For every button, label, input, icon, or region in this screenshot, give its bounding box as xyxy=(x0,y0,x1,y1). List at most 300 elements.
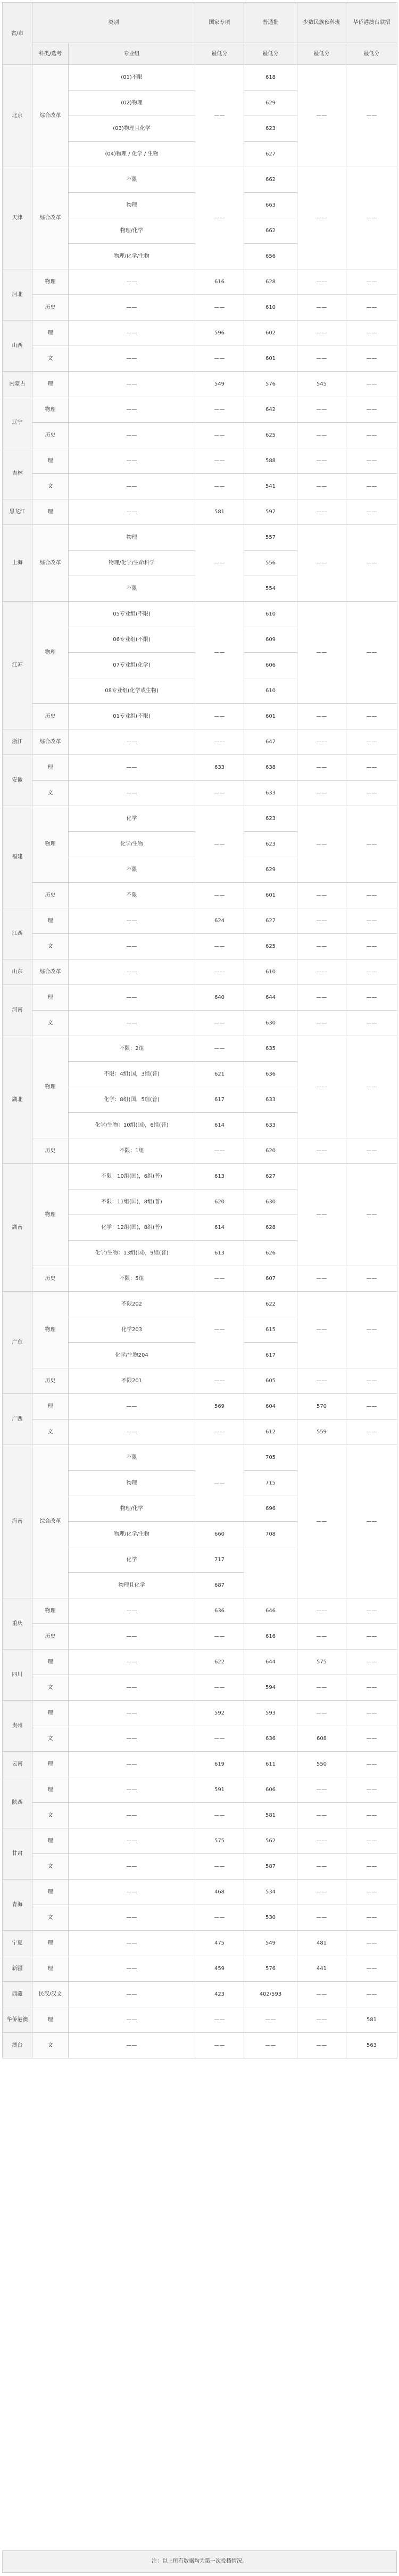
hmtc-score-cell: —— xyxy=(346,1292,397,1368)
province-cell: 天津 xyxy=(3,167,32,269)
header-province: 省/市 xyxy=(3,3,32,65)
ordinary-score-cell: 663 xyxy=(244,193,297,218)
minority-score-cell: —— xyxy=(297,1880,346,1905)
major-group-cell: —— xyxy=(69,1011,195,1036)
table-row xyxy=(3,423,397,448)
minority-score-cell: —— xyxy=(297,908,346,934)
subject-cell: 理 xyxy=(32,1701,69,1726)
subject-cell: 历史 xyxy=(32,1624,69,1650)
table-row xyxy=(3,602,397,627)
minority-score-cell: —— xyxy=(297,602,346,704)
ordinary-score-cell: 717 xyxy=(195,1547,244,1573)
national-score-cell: 620 xyxy=(195,1189,244,1215)
subject-cell: 历史 xyxy=(32,1368,69,1394)
national-score-cell: —— xyxy=(195,474,244,499)
minority-score-cell: 559 xyxy=(297,1420,346,1445)
ordinary-score-cell: 662 xyxy=(244,167,297,193)
subject-cell: 文 xyxy=(32,1905,69,1931)
subject-cell: 理 xyxy=(32,1777,69,1803)
header-min-score-hmtc: 最低分 xyxy=(346,43,397,65)
ordinary-score-cell: 606 xyxy=(244,653,297,678)
national-score-cell: —— xyxy=(195,295,244,321)
ordinary-score-cell: 597 xyxy=(244,499,297,525)
minority-score-cell: —— xyxy=(297,525,346,602)
ordinary-score-cell: 623 xyxy=(244,832,297,857)
ordinary-score-cell: 642 xyxy=(244,397,297,423)
table-row xyxy=(3,1956,397,1982)
major-group-cell: —— xyxy=(69,1777,195,1803)
table-row xyxy=(3,729,397,755)
major-group-cell: 化学/生物：10组(国)，6组(普) xyxy=(69,1113,195,1138)
ordinary-score-cell: 647 xyxy=(244,729,297,755)
major-group-cell: —— xyxy=(69,1420,195,1445)
major-group-cell: —— xyxy=(69,1956,195,1982)
hmtc-score-cell: —— xyxy=(346,1905,397,1931)
header-national: 国家专项 xyxy=(195,3,244,43)
ordinary-score-cell: 625 xyxy=(244,423,297,448)
national-score-cell: 660 xyxy=(195,1522,244,1547)
subject-cell: 理 xyxy=(32,448,69,474)
hmtc-score-cell: —— xyxy=(346,269,397,295)
ordinary-score-cell: 610 xyxy=(244,959,297,985)
table-row xyxy=(3,985,397,1011)
subject-cell: 物理 xyxy=(32,1598,69,1624)
major-group-cell: —— xyxy=(69,2007,195,2033)
national-score-cell: 468 xyxy=(195,1880,244,1905)
hmtc-score-cell: —— xyxy=(346,423,397,448)
subject-cell: 物理 xyxy=(32,1036,69,1138)
major-group-cell: —— xyxy=(69,1675,195,1701)
ordinary-score-cell: 696 xyxy=(244,1496,297,1522)
table-row xyxy=(3,1164,397,1189)
minority-score-cell: —— xyxy=(297,959,346,985)
major-group-cell: —— xyxy=(69,908,195,934)
ordinary-score-cell: 622 xyxy=(244,1292,297,1317)
major-group-cell: 08专业组(化学或生物) xyxy=(69,678,195,704)
province-cell: 安徽 xyxy=(3,755,32,806)
minority-score-cell: —— xyxy=(297,2033,346,2058)
national-score-cell: —— xyxy=(195,704,244,729)
table-row xyxy=(3,499,397,525)
minority-score-cell: —— xyxy=(297,2007,346,2033)
subject-cell: 历史 xyxy=(32,423,69,448)
hmtc-score-cell: —— xyxy=(346,883,397,908)
ordinary-score-cell: 594 xyxy=(244,1675,297,1701)
ordinary-score-cell: —— xyxy=(244,2033,297,2058)
table-row xyxy=(3,1828,397,1854)
hmtc-score-cell: —— xyxy=(346,985,397,1011)
major-group-cell: —— xyxy=(69,985,195,1011)
ordinary-score-cell: 562 xyxy=(244,1828,297,1854)
major-group-cell: 不限：11组(国)，8组(普) xyxy=(69,1189,195,1215)
subject-cell: 文 xyxy=(32,2033,69,2058)
national-score-cell: —— xyxy=(195,525,244,602)
province-cell: 宁夏 xyxy=(3,1931,32,1956)
subject-cell: 理 xyxy=(32,372,69,397)
ordinary-score-cell: 601 xyxy=(244,883,297,908)
ordinary-score-cell: 715 xyxy=(244,1471,297,1496)
national-score-cell: —— xyxy=(195,1138,244,1164)
major-group-cell: —— xyxy=(69,1931,195,1956)
ordinary-score-cell: 687 xyxy=(195,1573,244,1598)
minority-score-cell: —— xyxy=(297,806,346,883)
subject-cell: 理 xyxy=(32,1650,69,1675)
table-row xyxy=(3,1982,397,2007)
minority-score-cell: —— xyxy=(297,397,346,423)
national-score-cell: —— xyxy=(195,959,244,985)
major-group-cell: 物理/化学 xyxy=(69,218,195,244)
national-score-cell: 624 xyxy=(195,908,244,934)
table-row xyxy=(3,1011,397,1036)
subject-cell: 理 xyxy=(32,1880,69,1905)
minority-score-cell: —— xyxy=(297,321,346,346)
ordinary-score-cell: 644 xyxy=(244,985,297,1011)
national-score-cell: 569 xyxy=(195,1394,244,1420)
province-cell: 华侨港澳 xyxy=(3,2007,32,2033)
province-cell: 江苏 xyxy=(3,602,32,729)
minority-score-cell: —— xyxy=(297,167,346,269)
hmtc-score-cell: —— xyxy=(346,1036,397,1138)
province-cell: 北京 xyxy=(3,65,32,167)
minority-score-cell: —— xyxy=(297,1138,346,1164)
province-cell: 甘肃 xyxy=(3,1828,32,1880)
ordinary-score-cell: 612 xyxy=(244,1420,297,1445)
subject-cell: 文 xyxy=(32,1011,69,1036)
ordinary-score-cell: 616 xyxy=(244,1624,297,1650)
subject-cell: 文 xyxy=(32,1726,69,1752)
minority-score-cell: —— xyxy=(297,755,346,781)
hmtc-score-cell: —— xyxy=(346,1726,397,1752)
major-group-cell: —— xyxy=(69,295,195,321)
national-score-cell: 614 xyxy=(195,1113,244,1138)
province-cell: 上海 xyxy=(3,525,32,602)
major-group-cell: —— xyxy=(69,1394,195,1420)
major-group-cell: —— xyxy=(69,423,195,448)
major-group-cell: —— xyxy=(69,499,195,525)
hmtc-score-cell: —— xyxy=(346,959,397,985)
table-row xyxy=(3,167,397,193)
table-row xyxy=(3,1598,397,1624)
hmtc-score-cell: —— xyxy=(346,1445,397,1598)
national-score-cell: —— xyxy=(195,1011,244,1036)
table-row xyxy=(3,1445,397,1471)
hmtc-score-cell: —— xyxy=(346,1650,397,1675)
national-score-cell: 621 xyxy=(195,1062,244,1087)
ordinary-score-cell: 615 xyxy=(244,1317,297,1343)
table-row xyxy=(3,1854,397,1880)
national-score-cell: 614 xyxy=(195,1215,244,1241)
hmtc-score-cell: —— xyxy=(346,1624,397,1650)
major-group-cell: 物理/化学 xyxy=(69,1496,195,1522)
subject-cell: 物理 xyxy=(32,1164,69,1266)
table-row xyxy=(3,525,397,551)
minority-score-cell: —— xyxy=(297,448,346,474)
minority-score-cell: —— xyxy=(297,1854,346,1880)
subject-cell: 综合改革 xyxy=(32,525,69,602)
major-group-cell: 物理 xyxy=(69,193,195,218)
subject-cell: 理 xyxy=(32,1394,69,1420)
table-row xyxy=(3,65,397,91)
header-subject: 科类/选考 xyxy=(32,43,69,65)
province-cell: 福建 xyxy=(3,806,32,908)
subject-cell: 理 xyxy=(32,908,69,934)
ordinary-score-cell: 534 xyxy=(244,1880,297,1905)
hmtc-score-cell: —— xyxy=(346,1880,397,1905)
header-ordinary: 普通批 xyxy=(244,3,297,43)
ordinary-score-cell: 626 xyxy=(244,1241,297,1266)
major-group-cell: —— xyxy=(69,781,195,806)
hmtc-score-cell: —— xyxy=(346,1164,397,1266)
subject-cell: 理 xyxy=(32,985,69,1011)
ordinary-score-cell: 705 xyxy=(244,1445,297,1471)
subject-cell: 文 xyxy=(32,1675,69,1701)
ordinary-score-cell: 628 xyxy=(244,269,297,295)
table-row xyxy=(3,346,397,372)
major-group-cell: 不限 xyxy=(69,883,195,908)
province-cell: 浙江 xyxy=(3,729,32,755)
table-row xyxy=(3,2033,397,2058)
subject-cell: 理 xyxy=(32,321,69,346)
ordinary-score-cell: 402/593 xyxy=(244,1982,297,2007)
ordinary-score-cell: 633 xyxy=(244,1113,297,1138)
table-row xyxy=(3,1701,397,1726)
national-score-cell: —— xyxy=(195,167,244,269)
ordinary-score-cell: 606 xyxy=(244,1777,297,1803)
major-group-cell: —— xyxy=(69,1624,195,1650)
subject-cell: 理 xyxy=(32,499,69,525)
major-group-cell: —— xyxy=(69,474,195,499)
province-cell: 湖南 xyxy=(3,1164,32,1292)
hmtc-score-cell: —— xyxy=(346,781,397,806)
table-row xyxy=(3,295,397,321)
national-score-cell: 622 xyxy=(195,1650,244,1675)
major-group-cell: (02)物理 xyxy=(69,91,195,116)
hmtc-score-cell: —— xyxy=(346,1011,397,1036)
ordinary-score-cell: 601 xyxy=(244,346,297,372)
ordinary-score-cell: 601 xyxy=(244,704,297,729)
national-score-cell: 617 xyxy=(195,1087,244,1113)
ordinary-score-cell: 627 xyxy=(244,142,297,167)
subject-cell: 物理 xyxy=(32,1292,69,1368)
province-cell: 辽宁 xyxy=(3,397,32,448)
header-minority: 少数民族预科班 xyxy=(297,3,346,43)
subject-cell: 历史 xyxy=(32,704,69,729)
minority-score-cell: —— xyxy=(297,1445,346,1598)
table-row xyxy=(3,1420,397,1445)
ordinary-score-cell: 623 xyxy=(244,806,297,832)
minority-score-cell: —— xyxy=(297,499,346,525)
province-cell: 澳台 xyxy=(3,2033,32,2058)
hmtc-score-cell: —— xyxy=(346,1266,397,1292)
ordinary-score-cell: 607 xyxy=(244,1266,297,1292)
national-score-cell: —— xyxy=(195,2007,244,2033)
hmtc-score-cell: —— xyxy=(346,704,397,729)
major-group-cell: 化学203 xyxy=(69,1317,195,1343)
ordinary-score-cell: 610 xyxy=(244,602,297,627)
admission-score-table xyxy=(2,2,397,2058)
minority-score-cell: —— xyxy=(297,1777,346,1803)
national-score-cell: 613 xyxy=(195,1164,244,1189)
minority-score-cell: —— xyxy=(297,1624,346,1650)
national-score-cell: 636 xyxy=(195,1598,244,1624)
major-group-cell: —— xyxy=(69,1803,195,1828)
province-cell: 西藏 xyxy=(3,1982,32,2007)
national-score-cell: —— xyxy=(195,1675,244,1701)
ordinary-score-cell: 623 xyxy=(244,116,297,142)
major-group-cell: 不限：5组 xyxy=(69,1266,195,1292)
national-score-cell: 575 xyxy=(195,1828,244,1854)
national-score-cell: —— xyxy=(195,2033,244,2058)
table-row xyxy=(3,908,397,934)
major-group-cell: —— xyxy=(69,448,195,474)
hmtc-score-cell: —— xyxy=(346,321,397,346)
ordinary-score-cell: 605 xyxy=(244,1368,297,1394)
major-group-cell: 化学 xyxy=(69,1547,195,1573)
hmtc-score-cell: —— xyxy=(346,372,397,397)
minority-score-cell: —— xyxy=(297,1266,346,1292)
minority-score-cell: —— xyxy=(297,729,346,755)
national-score-cell: 475 xyxy=(195,1931,244,1956)
major-group-cell: 不限201 xyxy=(69,1368,195,1394)
major-group-cell: —— xyxy=(69,959,195,985)
table-row xyxy=(3,1266,397,1292)
major-group-cell: 化学/生物 xyxy=(69,832,195,857)
major-group-cell: 不限：4组(国，3组(普) xyxy=(69,1062,195,1087)
minority-score-cell: —— xyxy=(297,781,346,806)
table-row xyxy=(3,934,397,959)
hmtc-score-cell: 581 xyxy=(346,2007,397,2033)
hmtc-score-cell: —— xyxy=(346,499,397,525)
province-cell: 江西 xyxy=(3,908,32,959)
ordinary-score-cell: 541 xyxy=(244,474,297,499)
ordinary-score-cell: 636 xyxy=(244,1062,297,1087)
header-min-score-ordinary: 最低分 xyxy=(244,43,297,65)
minority-score-cell: —— xyxy=(297,1598,346,1624)
table-row xyxy=(3,1803,397,1828)
ordinary-score-cell: 630 xyxy=(244,1189,297,1215)
national-score-cell: 633 xyxy=(195,755,244,781)
minority-score-cell: —— xyxy=(297,883,346,908)
table-row xyxy=(3,1368,397,1394)
major-group-cell: —— xyxy=(69,1598,195,1624)
subject-cell: 文 xyxy=(32,1420,69,1445)
ordinary-score-cell: 625 xyxy=(244,934,297,959)
national-score-cell: —— xyxy=(195,806,244,883)
table-row xyxy=(3,781,397,806)
national-score-cell: —— xyxy=(195,1624,244,1650)
header-min-score-minority: 最低分 xyxy=(297,43,346,65)
hmtc-score-cell: —— xyxy=(346,1598,397,1624)
subject-cell: 物理 xyxy=(32,269,69,295)
major-group-cell: —— xyxy=(69,321,195,346)
minority-score-cell: 575 xyxy=(297,1650,346,1675)
minority-score-cell: 481 xyxy=(297,1931,346,1956)
ordinary-score-cell: 656 xyxy=(244,244,297,269)
minority-score-cell: —— xyxy=(297,934,346,959)
table-row xyxy=(3,1138,397,1164)
major-group-cell: 不限202 xyxy=(69,1292,195,1317)
major-group-cell: 06专业组(不限) xyxy=(69,627,195,653)
major-group-cell: —— xyxy=(69,1726,195,1752)
table-row xyxy=(3,959,397,985)
subject-cell: 文 xyxy=(32,934,69,959)
hmtc-score-cell: —— xyxy=(346,1777,397,1803)
major-group-cell: 不限 xyxy=(69,576,195,602)
subject-cell: 物理 xyxy=(32,806,69,883)
minority-score-cell: —— xyxy=(297,1292,346,1368)
major-group-cell: —— xyxy=(69,372,195,397)
ordinary-score-cell: 646 xyxy=(244,1598,297,1624)
table-header xyxy=(3,3,397,65)
national-score-cell: 591 xyxy=(195,1777,244,1803)
minority-score-cell: —— xyxy=(297,295,346,321)
hmtc-score-cell: —— xyxy=(346,1803,397,1828)
major-group-cell: 01专业组(不限) xyxy=(69,704,195,729)
ordinary-score-cell: 627 xyxy=(244,908,297,934)
ordinary-score-cell: 628 xyxy=(244,1215,297,1241)
subject-cell: 理 xyxy=(32,1752,69,1777)
national-score-cell: —— xyxy=(195,934,244,959)
major-group-cell: —— xyxy=(69,269,195,295)
major-group-cell: (01)不限 xyxy=(69,65,195,91)
hmtc-score-cell: —— xyxy=(346,448,397,474)
ordinary-score-cell: 620 xyxy=(244,1138,297,1164)
hmtc-score-cell: —— xyxy=(346,1854,397,1880)
ordinary-score-cell: 593 xyxy=(244,1701,297,1726)
hmtc-score-cell: —— xyxy=(346,806,397,883)
minority-score-cell: —— xyxy=(297,346,346,372)
table-row xyxy=(3,704,397,729)
hmtc-score-cell: —— xyxy=(346,1394,397,1420)
table-row xyxy=(3,2007,397,2033)
subject-cell: 理 xyxy=(32,1956,69,1982)
major-group-cell: —— xyxy=(69,1650,195,1675)
ordinary-score-cell: 609 xyxy=(244,627,297,653)
national-score-cell: —— xyxy=(195,1445,244,1522)
ordinary-score-cell: 662 xyxy=(244,218,297,244)
minority-score-cell: —— xyxy=(297,65,346,167)
header-hmtc: 华侨港澳台联招 xyxy=(346,3,397,43)
major-group-cell: 物理/化学/生物 xyxy=(69,1522,195,1547)
province-cell: 陕西 xyxy=(3,1777,32,1828)
major-group-cell: 化学/生物204 xyxy=(69,1343,195,1368)
province-cell: 四川 xyxy=(3,1650,32,1701)
major-group-cell: 不限：10组(国)，6组(普) xyxy=(69,1164,195,1189)
hmtc-score-cell: —— xyxy=(346,295,397,321)
subject-cell: 民汉/汉文 xyxy=(32,1982,69,2007)
ordinary-score-cell: 627 xyxy=(244,1164,297,1189)
national-score-cell: —— xyxy=(195,1854,244,1880)
ordinary-score-cell: 549 xyxy=(244,1931,297,1956)
subject-cell: 历史 xyxy=(32,1266,69,1292)
ordinary-score-cell: 644 xyxy=(244,1650,297,1675)
hmtc-score-cell: —— xyxy=(346,1675,397,1701)
minority-score-cell: —— xyxy=(297,1036,346,1138)
subject-cell: 文 xyxy=(32,346,69,372)
ordinary-score-cell: 611 xyxy=(244,1752,297,1777)
subject-cell: 理 xyxy=(32,1931,69,1956)
table-row xyxy=(3,1292,397,1317)
minority-score-cell: 441 xyxy=(297,1956,346,1982)
minority-score-cell: —— xyxy=(297,1982,346,2007)
hmtc-score-cell: —— xyxy=(346,1982,397,2007)
hmtc-score-cell: —— xyxy=(346,729,397,755)
national-score-cell: —— xyxy=(195,781,244,806)
hmtc-score-cell: —— xyxy=(346,934,397,959)
major-group-cell: 物理/化学/生物 xyxy=(69,244,195,269)
major-group-cell: 05专业组(不限) xyxy=(69,602,195,627)
ordinary-score-cell: 708 xyxy=(244,1522,297,1547)
